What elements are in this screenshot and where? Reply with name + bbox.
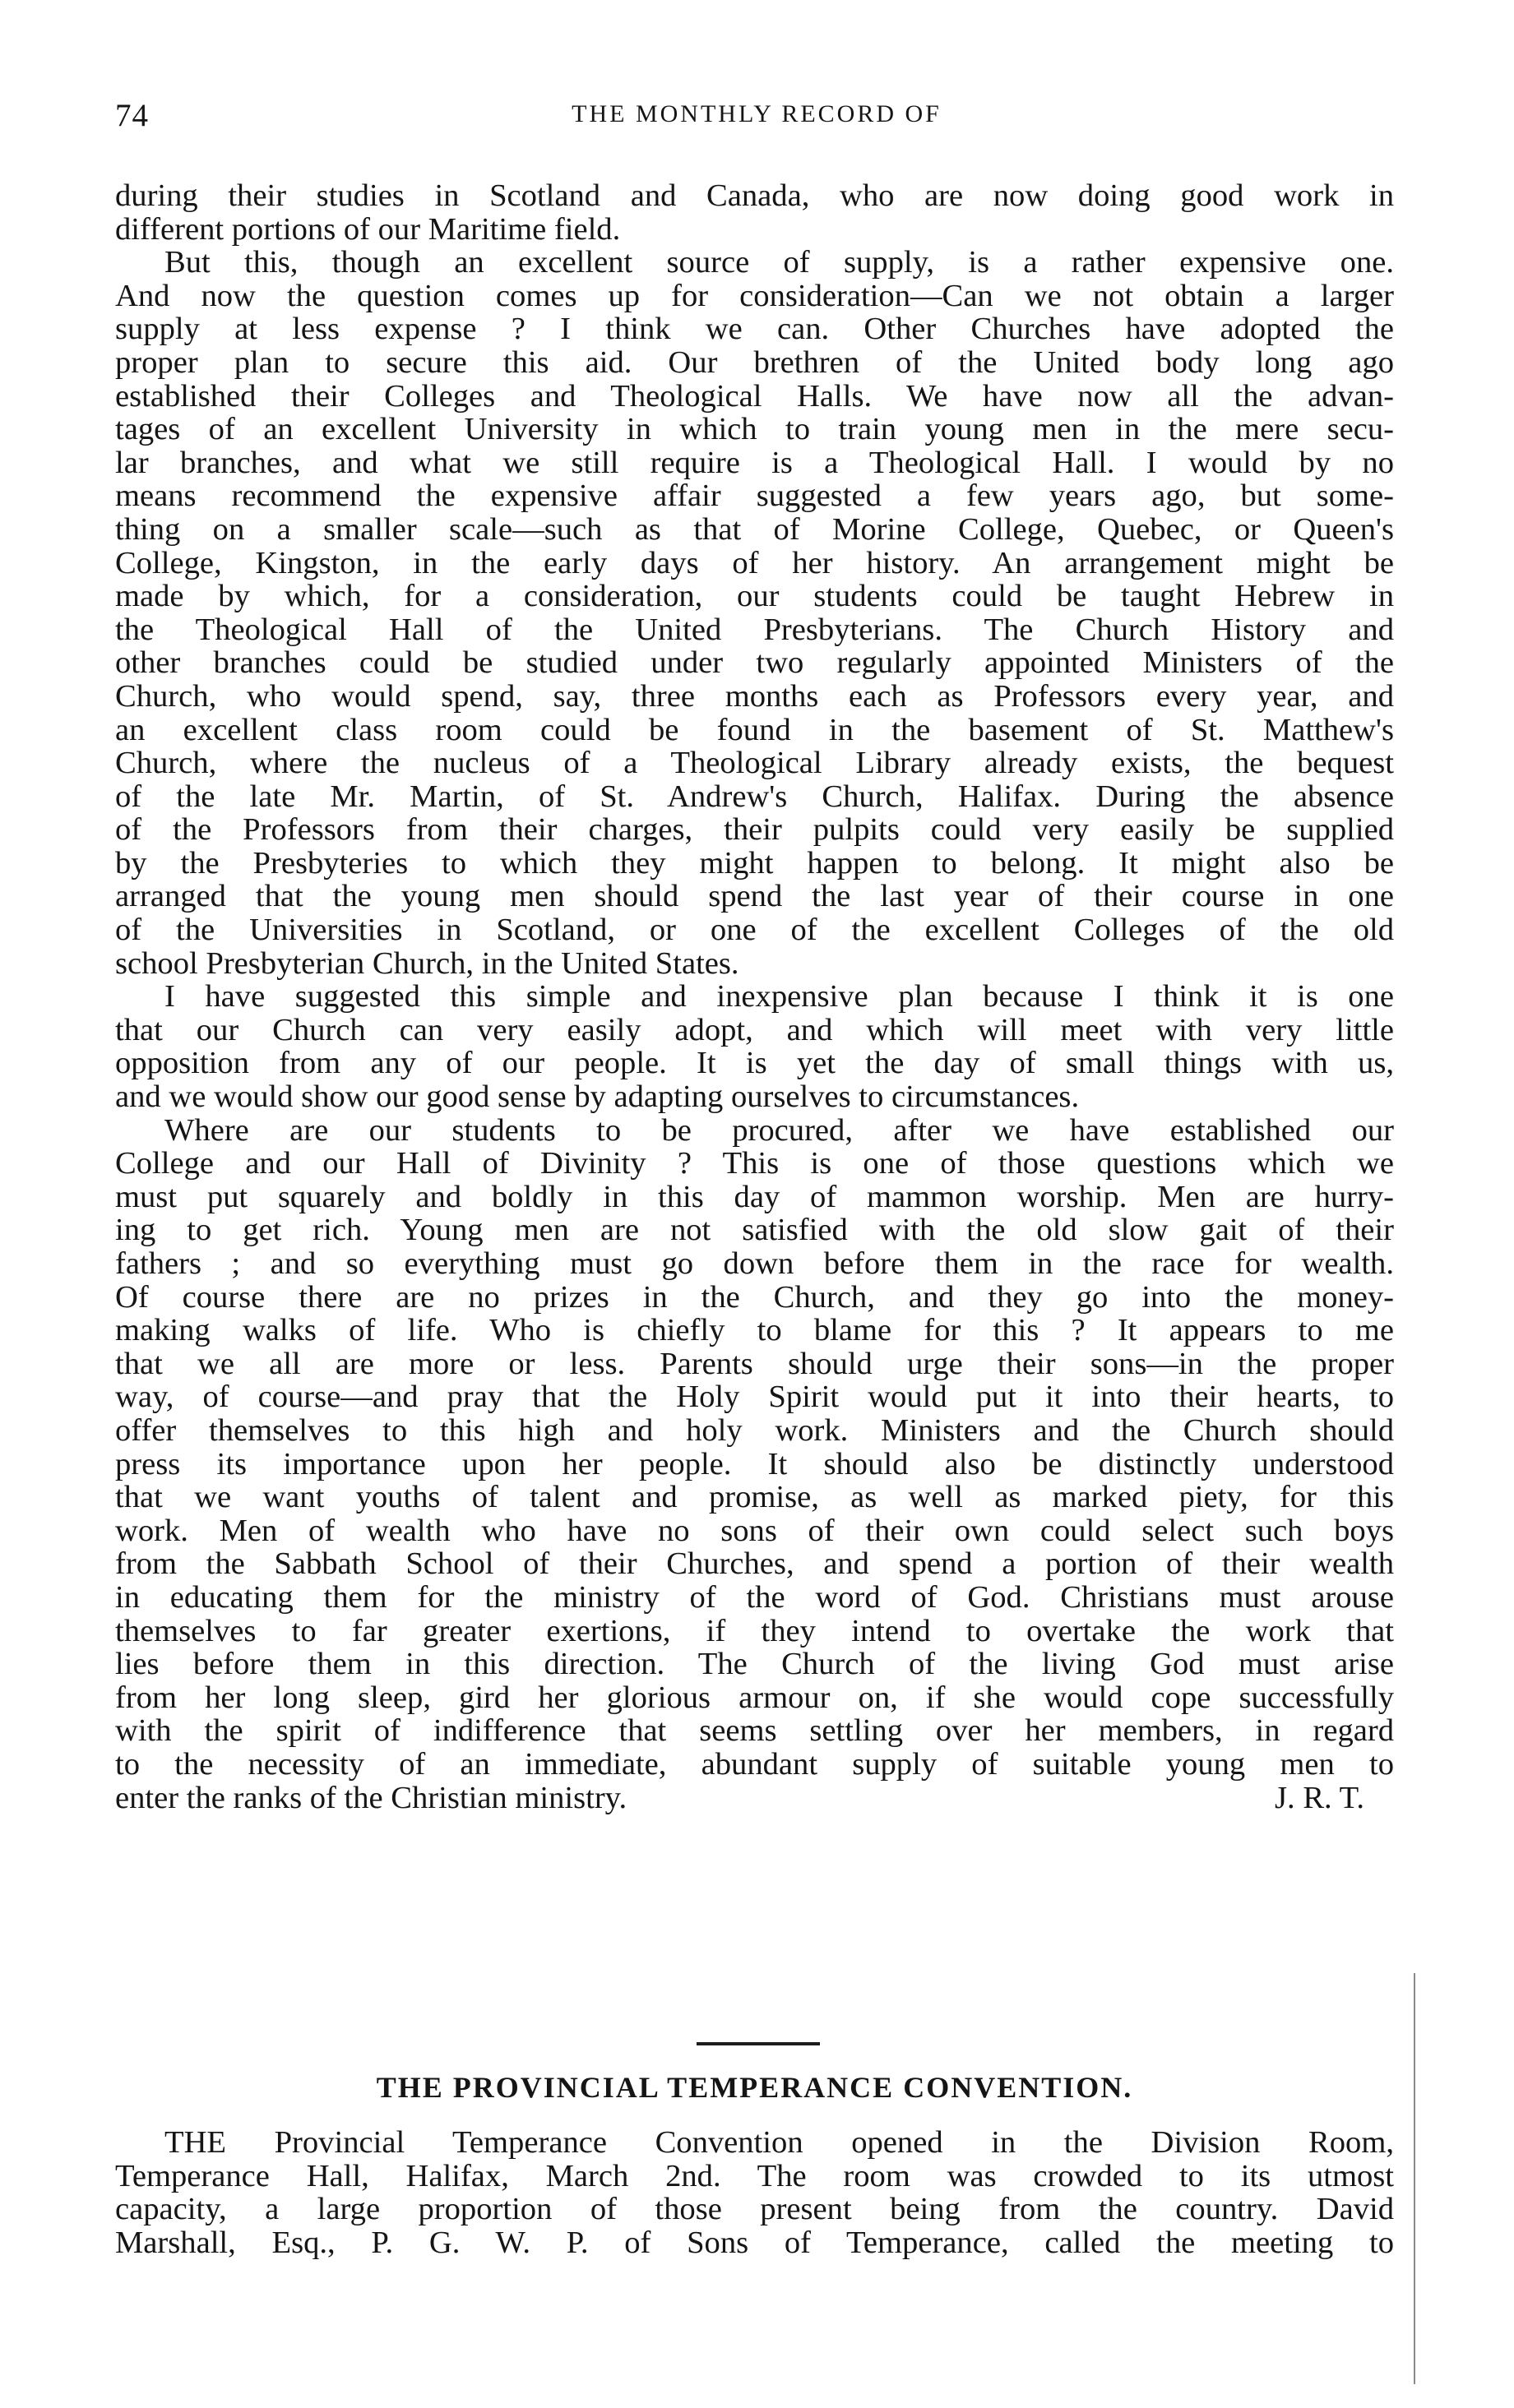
text-line: different portions of our Maritime field. <box>115 212 621 247</box>
text-line: in educating them for the ministry of the word of God. Christians must arouse <box>115 1580 1394 1615</box>
text-line: from her long sleep, gird her glorious armour on, if she would cope successfully <box>115 1680 1394 1715</box>
text-line: I have suggested this simple and inexpensive plan because I think it is one <box>164 980 1394 1014</box>
text-line: other branches could be studied under two regularly appointed Ministers of the <box>115 646 1394 680</box>
text-line: that we all are more or less. Parents should urge their sons—in the proper <box>115 1347 1394 1381</box>
closing-line <box>115 1782 1394 1815</box>
text-line: must put squarely and boldly in this day of mammon worship. Men are hurry- <box>115 1180 1394 1214</box>
text-line: an excellent class room could be found in the basement of St. Matthew's <box>115 713 1394 747</box>
text-line: and we would show our good sense by adapting ourselves to circumstances. <box>115 1080 1080 1114</box>
text-line: themselves to far greater exertions, if they intend to overtake the work that <box>115 1614 1394 1648</box>
text-line: of the Universities in Scotland, or one of the excellent Colleges of the old <box>115 913 1394 947</box>
text-line: lies before them in this direction. The Church of the living God must arise <box>115 1648 1394 1681</box>
text-line: lar branches, and what we still require is a Theological Hall. I would by no <box>115 446 1394 480</box>
text-line: way, of course—and pray that the Holy Spirit would put it into their hearts, to <box>115 1380 1394 1414</box>
text-line: arranged that the young men should spend the last year of their course in one <box>115 880 1394 914</box>
binding-edge-shadow <box>1402 1973 1415 2384</box>
text-line: means recommend the expensive affair suggested a few years ago, but some- <box>115 479 1394 513</box>
author-signature: J. R. T. <box>1275 1781 1364 1815</box>
text-line: with the spirit of indifference that seems settling over her members, in regard <box>115 1714 1394 1748</box>
text-line: College and our Hall of Divinity ? This is one of those questions which we <box>115 1147 1394 1181</box>
text-line: And now the question comes up for consideration—Can we not obtain a larger <box>115 279 1394 313</box>
text-line: from the Sabbath School of their Churches, and spend a portion of their wealth <box>115 1547 1394 1581</box>
text-line: of the late Mr. Martin, of St. Andrew's Church, Halifax. During the absence <box>115 779 1394 814</box>
text-line: by the Presbyteries to which they might happen to belong. It might also be <box>115 846 1394 880</box>
text-line: supply at less expense ? I think we can. Other Churches have adopted the <box>115 312 1394 346</box>
text-line: Marshall, Esq., P. G. W. P. of Sons of Temperance, called the meeting to <box>115 2225 1394 2260</box>
section-divider <box>697 2042 820 2045</box>
text-line: proper plan to secure this aid. Our brethren of the United body long ago <box>115 345 1394 380</box>
paragraph <box>115 246 1394 980</box>
text-line: ing to get rich. Young men are not satisfied with the old slow gait of their <box>115 1213 1394 1247</box>
text-line: tages of an excellent University in which to train young men in the mere secu- <box>115 413 1394 446</box>
page-number: 74 <box>115 98 149 133</box>
text-line: fathers ; and so everything must go down before them in the race for wealth. <box>115 1247 1394 1281</box>
text-line: to the necessity of an immediate, abundant supply of suitable young men to <box>115 1747 1394 1782</box>
article-body <box>115 179 1394 1814</box>
journal-title: THE MONTHLY RECORD OF <box>572 100 942 127</box>
paragraph <box>115 1114 1394 1782</box>
text-line: Church, where the nucleus of a Theological Library already exists, the bequest <box>115 746 1394 780</box>
section-heading: THE PROVINCIAL TEMPERANCE CONVENTION. <box>376 2071 1133 2104</box>
running-head <box>115 97 1398 138</box>
text-line: during their studies in Scotland and Canada, who are now doing good work in <box>115 179 1394 213</box>
paragraph <box>115 179 1394 246</box>
text-line: offer themselves to this high and holy work. Ministers and the Church should <box>115 1413 1394 1448</box>
text-line: established their Colleges and Theological Halls. We have now all the advan- <box>115 379 1394 414</box>
text-line: College, Kingston, in the early days of her history. An arrangement might be <box>115 546 1394 580</box>
text-line: THE Provincial Temperance Convention opened in the Division Room, <box>164 2126 1394 2160</box>
text-line: Church, who would spend, say, three months each as Professors every year, and <box>115 679 1394 714</box>
text-line: capacity, a large proportion of those present being from the country. David <box>115 2193 1394 2226</box>
text-line: Of course there are no prizes in the Church, and they go into the money- <box>115 1280 1394 1315</box>
text-line: that we want youths of talent and promise, as well as marked piety, for this <box>115 1481 1394 1514</box>
text-line: Temperance Hall, Halifax, March 2nd. The room was crowded to its utmost <box>115 2159 1394 2193</box>
text-line: Where are our students to be procured, after we have established our <box>164 1113 1394 1148</box>
text-line: the Theological Hall of the United Presbyterians. The Church History and <box>115 612 1394 647</box>
next-article-body <box>115 2126 1394 2259</box>
text-line: school Presbyterian Church, in the United States. <box>115 946 739 981</box>
text-line: But this, though an excellent source of supply, is a rather expensive one. <box>164 246 1394 280</box>
closing-text: enter the ranks of the Christian ministry. <box>115 1781 627 1815</box>
text-line: that our Church can very easily adopt, and which will meet with very little <box>115 1013 1394 1047</box>
text-line: made by which, for a consideration, our students could be taught Hebrew in <box>115 580 1394 613</box>
text-line: of the Professors from their charges, their pulpits could very easily be supplied <box>115 813 1394 847</box>
text-line: making walks of life. Who is chiefly to blame for this ? It appears to me <box>115 1314 1394 1347</box>
text-line: opposition from any of our people. It is yet the day of small things with us, <box>115 1047 1394 1081</box>
text-line: work. Men of wealth who have no sons of their own could select such boys <box>115 1514 1394 1548</box>
text-line: press its importance upon her people. It should also be distinctly understood <box>115 1447 1394 1481</box>
paragraph <box>115 980 1394 1113</box>
text-line: thing on a smaller scale—such as that of Morine College, Quebec, or Queen's <box>115 512 1394 547</box>
